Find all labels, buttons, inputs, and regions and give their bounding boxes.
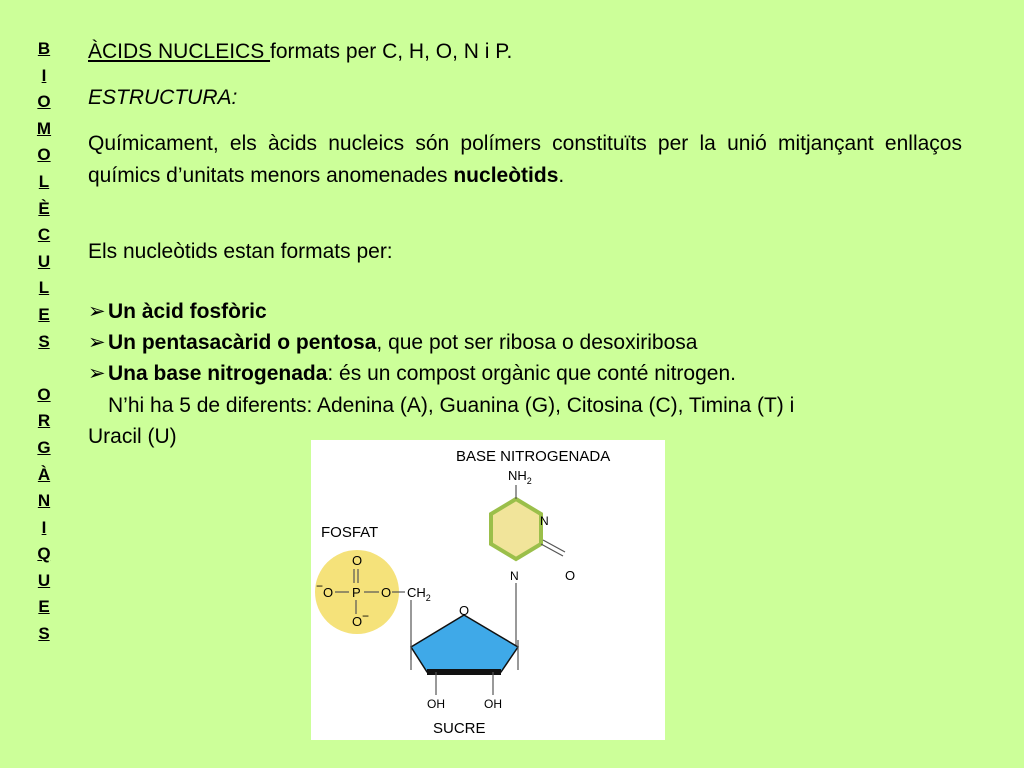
minus-left: − — [316, 579, 324, 593]
arrow-bullet-icon: ➢ — [88, 362, 106, 385]
minus-bottom: − — [362, 609, 370, 623]
title-rest: formats per C, H, O, N i P. — [270, 40, 513, 63]
keto-oxygen: O — [565, 568, 576, 583]
side-gap — [30, 355, 58, 382]
side-vertical-title — [30, 36, 58, 648]
label-sucre: SUCRE — [433, 720, 486, 737]
side-letter: O — [37, 145, 51, 165]
side-letter: U — [37, 251, 51, 271]
structure-label: ESTRUCTURA: — [88, 86, 238, 109]
bases-line-2: Uracil (U) — [88, 425, 177, 448]
side-letter: M — [36, 118, 52, 138]
side-letter: À — [37, 464, 51, 484]
hydroxyl-2: OH — [484, 697, 502, 711]
sugar-oxygen: O — [459, 603, 470, 618]
intro-paragraph — [88, 128, 962, 192]
hydroxyl-1: OH — [427, 697, 445, 711]
side-letter: U — [37, 570, 51, 590]
title-bold: ÀCIDS NUCLEICS — [88, 40, 271, 63]
bullet-pentose: ➢ Un pentasacàrid o pentosa, que pot ser ribosa o desoxiribosa — [88, 331, 698, 354]
ring-nitrogen-1: N — [540, 514, 549, 528]
paragraph-bold: nucleòtids — [453, 164, 559, 187]
label-base-nitrogenada: BASE NITROGENADA — [456, 448, 611, 465]
phosphorus-atom: P — [352, 585, 361, 600]
ring-nitrogen-2: N — [510, 569, 519, 583]
side-letter: S — [38, 624, 50, 644]
side-letter: L — [38, 278, 50, 298]
arrow-bullet-icon: ➢ — [88, 331, 106, 354]
bases-line-1: N’hi ha 5 de diferents: Adenina (A), Guanina (G), Citosina (C), Timina (T) i — [108, 394, 795, 417]
side-letter: I — [41, 517, 47, 537]
side-letter: O — [37, 384, 51, 404]
side-letter: G — [37, 437, 51, 457]
oxygen-top: O — [352, 553, 363, 568]
side-letter: E — [38, 304, 50, 324]
side-letter: S — [38, 331, 50, 351]
side-letter: R — [37, 411, 51, 431]
side-letter: N — [37, 491, 51, 511]
paragraph-end: . — [558, 164, 565, 187]
oxygen-bottom: O — [352, 614, 363, 629]
side-letter: I — [41, 65, 47, 85]
arrow-bullet-icon: ➢ — [88, 300, 106, 323]
base-ring — [491, 499, 541, 559]
side-letter: E — [38, 597, 50, 617]
side-letter: B — [37, 39, 51, 58]
bullet-phosphoric: ➢ Un àcid fosfòric — [88, 300, 267, 323]
paragraph-text: Químicament, els àcids nucleics són polímers constituïts per la unió mitjançant enllaços químics d’unitats menors anomenades — [88, 132, 962, 187]
oxygen-link: O — [381, 585, 392, 600]
nh2-group: $NH_2$ — [508, 468, 532, 486]
side-letter: O — [37, 92, 51, 112]
page-title — [88, 40, 512, 64]
ch2-group: $CH_2$ — [407, 585, 431, 603]
side-letter: È — [38, 198, 50, 218]
side-letter: C — [37, 225, 51, 245]
side-letter: L — [38, 171, 50, 191]
side-letter: Q — [37, 544, 51, 564]
sugar-ring — [411, 615, 518, 672]
nucleotide-diagram — [311, 440, 665, 740]
label-fosfat: FOSFAT — [321, 524, 379, 541]
nucleotide-intro: Els nucleòtids estan formats per: — [88, 240, 393, 263]
oxygen-left: O — [323, 585, 334, 600]
bullet-base: ➢ Una base nitrogenada: és un compost orgànic que conté nitrogen. — [88, 362, 736, 385]
